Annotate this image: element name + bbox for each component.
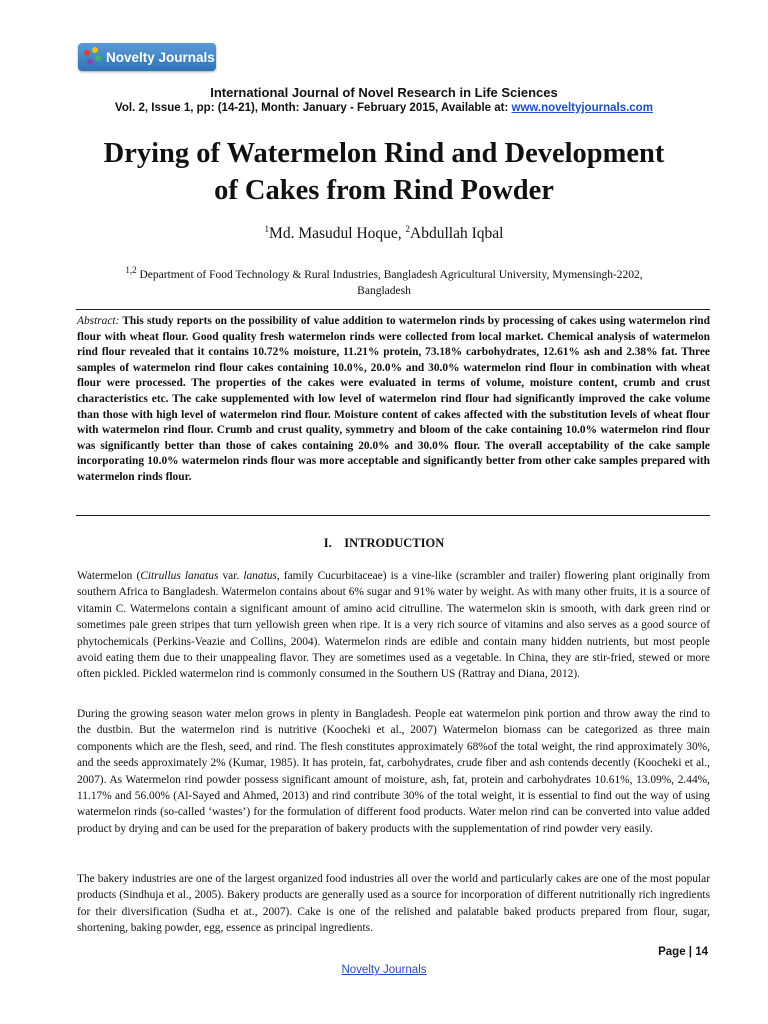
abstract bbox=[77, 314, 710, 486]
p1-text-c: , family Cucurbitaceae) is a vine-like (scrambler and trailer) flowering plant originally from southern Africa to Bangladesh. Watermelon contains about 6% sugar and 91% water by weight. As with many other fruits, it is a source of vitamin C. Watermelons contain a significant amount of amino acid citrulline. The watermelon skin is smooth, with dark green rind or sometimes pale green stripes that turn yellowish green when ripe. It is a very rich source of vitamins and also serves as a good source of phytochemicals (Perkins-Veazie and Collins, 2004). Watermelon rinds are edible and contain many hidden nutrients, but most people avoid eating them due to their unappealing flavor. They are sometimes used as a vegetable. In China, they are stir-fried, stewed or more often pickled. Pickled watermelon rind is commonly consumed in the Southern US (Rattray and Diana, 2012). bbox=[77, 570, 710, 681]
journal-url-link[interactable]: www.noveltyjournals.com bbox=[511, 102, 653, 114]
author1-sup: 1 bbox=[264, 224, 270, 234]
footer-journal-link[interactable]: Novelty Journals bbox=[341, 964, 427, 976]
abstract-top-rule bbox=[76, 309, 710, 310]
affiliation-sup: 1,2 bbox=[125, 265, 137, 275]
affiliation-line-1: Department of Food Technology & Rural Industries, Bangladesh Agricultural University, Mymensingh-2202, bbox=[139, 268, 643, 281]
author-list bbox=[0, 224, 768, 243]
p1-variety: lanatus bbox=[243, 570, 277, 582]
author-1: Md. Masudul Hoque, bbox=[269, 225, 406, 243]
section-heading-introduction: I. INTRODUCTION bbox=[323, 536, 445, 550]
author-2: Abdullah Iqbal bbox=[410, 225, 504, 243]
paper-title bbox=[60, 135, 708, 209]
page-number: Page | 14 bbox=[658, 946, 708, 958]
author2-sup: 2 bbox=[405, 224, 411, 234]
title-line-1: Drying of Watermelon Rind and Development bbox=[103, 138, 665, 169]
body-paragraph-2: During the growing season water melon grows in plenty in Bangladesh. People eat watermelon pink portion and throw away the rind to the dustbin. But the watermelon rind is nutritive (Koocheki et al., 2007) Watermelon biomass can be categorized as three main components which are the flesh, seed, and rind. The flesh constitutes approximately 68%of the total weight, the rind approximately 30%, and the seeds approximately 2% (Kumar, 1985). It has protein, fat, carbohydrates, crude fiber and ash contends decently (Koocheki et al., 2007). As Watermelon rind powder possess significant amount of moisture, ash, fat, protein and carbohydrates 10.61%, 13.09%, 2.44%, 11.17% and 56.00% (Al-Sayed and Ahmed, 2013) and rind contribute 30% of the total weight, it is essential to find out the way of using watermelon rinds (so-called ‘wastes’) for the formulation of different food products. Water melon rind can be converted into value added product by drying and can be used for the preparation of bakery products with the supplementation of rind powder very easily. bbox=[77, 708, 710, 835]
novelty-journals-logo bbox=[78, 43, 216, 71]
affiliation-line-2: Bangladesh bbox=[357, 284, 411, 297]
body-paragraph-3: The bakery industries are one of the largest organized food industries all over the world and particularly cakes are one of the most popular products (Sindhuja et al., 2005). Bakery products are generally used as a source for incorporation of different nutritionally rich ingredients for their diversification (Sudha et at., 2007). Cake is one of the relished and palatable baked products prepared from flour, sugar, shortening, baking powder, egg, essence as principal ingredients. bbox=[77, 873, 710, 935]
affiliation bbox=[90, 262, 678, 299]
abstract-label: Abstract: bbox=[77, 315, 120, 327]
p1-text-b: var. bbox=[218, 570, 244, 582]
journal-name: International Journal of Novel Research in Life Sciences bbox=[210, 85, 558, 100]
body-paragraph-1 bbox=[77, 568, 710, 683]
p1-text-a: Watermelon ( bbox=[77, 570, 141, 582]
abstract-text: This study reports on the possibility of value addition to watermelon rinds by processing of cakes using watermelon rind flour with wheat flour. Good quality fresh watermelon rinds were collected from local market. Chemical analysis of watermelon rind flour revealed that it contains 10.72% moisture, 11.21% protein, 73.18% carbohydrates, 12.61% ash and 2.38% fat. Three samples of watermelon rind flour cakes containing 10.0%, 20.0% and 30.0% watermelon rind flour in combination with wheat flour were processed. The properties of the cakes were evaluated in terms of volume, moisture content, crumb and crust characteristics etc. The cake supplemented with low level of watermelon rind flour had significantly improved the cake volume than those with high level of watermelon rind flour. Moisture content of cakes affected with the substitution levels of wheat flour with watermelon rind flour. Crumb and crust quality, symmetry and bloom of the cake containing 10.0% watermelon rind flour was significantly better than those of cakes containing 20.0% and 30.0% flour. The overall acceptability of the cake sample incorporating 10.0% watermelon rinds flour was more acceptable and significantly better from other cake samples prepared with watermelon rinds flour. bbox=[77, 315, 710, 483]
journal-meta bbox=[0, 102, 768, 114]
title-line-2: of Cakes from Rind Powder bbox=[214, 175, 554, 206]
journal-meta-text: Vol. 2, Issue 1, pp: (14-21), Month: January - February 2015, Available at: bbox=[115, 102, 512, 114]
abstract-bottom-rule bbox=[76, 515, 710, 516]
logo-text: Novelty Journals bbox=[106, 49, 215, 65]
p1-species: Citrullus lanatus bbox=[140, 570, 219, 582]
molecule-icon bbox=[82, 46, 104, 68]
